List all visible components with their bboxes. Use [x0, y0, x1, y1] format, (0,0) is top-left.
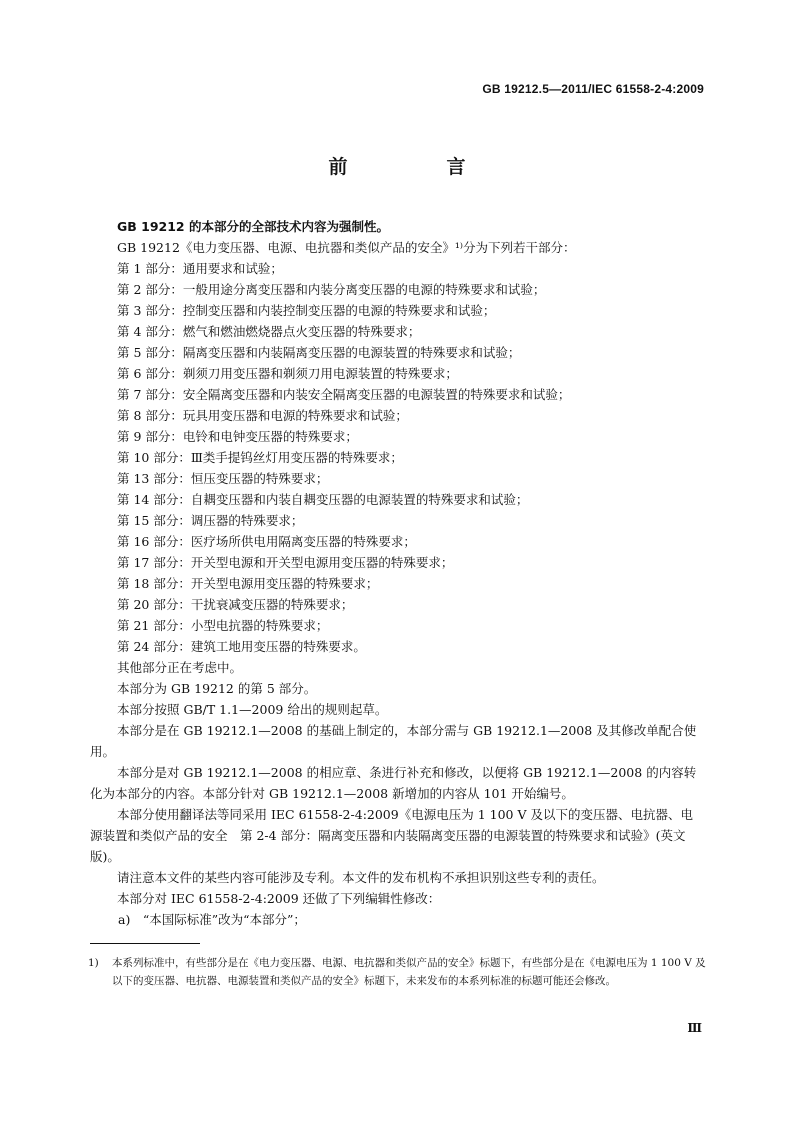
document-header-id: GB 19212.5—2011/IEC 61558-2-4:2009	[482, 82, 704, 96]
footnote-text: 本系列标准中，有些部分是在《电力变压器、电源、电抗器和类似产品的安全》标题下，有些部分是在《电源电压为 1 100 V 及以下的变压器、电抗器、电源装置和类似产品的安全》标题下，未来发布的本系列标准的标题可能还会修改。	[112, 957, 706, 987]
part-list-item: 第 6 部分：剃须刀用变压器和剃须刀用电源装置的特殊要求；	[117, 366, 458, 381]
document-body	[90, 216, 704, 930]
part-list-item: 第 9 部分：电铃和电钟变压器的特殊要求；	[117, 429, 358, 444]
part-list-item: 第 4 部分：燃气和燃油燃烧器点火变压器的特殊要求；	[117, 324, 421, 339]
body-paragraph: 本部分是在 GB 19212.1—2008 的基础上制定的，本部分需与 GB 19212.1—2008 及其修改单配合使用。	[90, 723, 697, 759]
body-paragraph: 其他部分正在考虑中。	[117, 660, 243, 675]
edit-items	[90, 909, 704, 930]
page-title: 前 言	[328, 156, 506, 178]
body-paragraph: 请注意本文件的某些内容可能涉及专利。本文件的发布机构不承担识别这些专利的责任。	[117, 870, 605, 885]
part-list-item: 第 18 部分：开关型电源用变压器的特殊要求；	[117, 576, 379, 591]
part-list-item: 第 13 部分：恒压变压器的特殊要求；	[117, 471, 329, 486]
part-list-item: 第 15 部分：调压器的特殊要求；	[117, 513, 304, 528]
part-list-item: 第 7 部分：安全隔离变压器和内装安全隔离变压器的电源装置的特殊要求和试验；	[117, 387, 571, 402]
part-list-item: 第 5 部分：隔离变压器和内装隔离变压器的电源装置的特殊要求和试验；	[117, 345, 521, 360]
body-paragraph: 本部分按照 GB/T 1.1—2009 给出的规则起草。	[117, 702, 388, 717]
paragraphs	[90, 657, 704, 909]
parts-list	[90, 258, 704, 657]
part-list-item: 第 17 部分：开关型电源和开关型电源用变压器的特殊要求；	[117, 555, 454, 570]
footnote-mark: 1)	[88, 957, 99, 969]
footnote-divider	[90, 943, 200, 944]
part-list-item: 第 2 部分：一般用途分离变压器和内装分离变压器的电源的特殊要求和试验；	[117, 282, 546, 297]
body-paragraph: 本部分为 GB 19212 的第 5 部分。	[117, 681, 317, 696]
part-list-item: 第 3 部分：控制变压器和内装控制变压器的电源的特殊要求和试验；	[117, 303, 496, 318]
body-paragraph: 本部分使用翻译法等同采用 IEC 61558-2-4:2009《电源电压为 1 100 V 及以下的变压器、电抗器、电源装置和类似产品的安全 第 2-4 部分：隔离变压器和内装隔离变压器的电源装置的特殊要求和试验》(英文版)。	[90, 807, 693, 864]
series-intro: GB 19212《电力变压器、电源、电抗器和类似产品的安全》¹⁾分为下列若干部分：	[117, 240, 576, 255]
part-list-item: 第 24 部分：建筑工地用变压器的特殊要求。	[117, 639, 366, 654]
edit-item: a) “本国际标准”改为“本部分”；	[118, 912, 306, 927]
page-number: Ⅲ	[687, 1021, 702, 1035]
part-list-item: 第 16 部分：医疗场所供电用隔离变压器的特殊要求；	[117, 534, 416, 549]
part-list-item: 第 14 部分：自耦变压器和内装自耦变压器的电源装置的特殊要求和试验；	[117, 492, 529, 507]
body-paragraph: 本部分是对 GB 19212.1—2008 的相应章、条进行补充和修改，以便将 GB 19212.1—2008 的内容转化为本部分的内容。本部分针对 GB 19212.1—2008 新增加的内容从 101 开始编号。	[90, 765, 697, 801]
part-list-item: 第 1 部分：通用要求和试验；	[117, 261, 283, 276]
mandatory-statement: GB 19212 的本部分的全部技术内容为强制性。	[117, 219, 389, 234]
part-list-item: 第 8 部分：玩具用变压器和电源的特殊要求和试验；	[117, 408, 408, 423]
part-list-item: 第 21 部分：小型电抗器的特殊要求；	[117, 618, 329, 633]
body-paragraph: 本部分对 IEC 61558-2-4:2009 还做了下列编辑性修改：	[117, 891, 441, 906]
footnote	[88, 954, 706, 990]
part-list-item: 第 20 部分：干扰衰减变压器的特殊要求；	[117, 597, 354, 612]
part-list-item: 第 10 部分：Ⅲ类手提钨丝灯用变压器的特殊要求；	[117, 450, 403, 465]
